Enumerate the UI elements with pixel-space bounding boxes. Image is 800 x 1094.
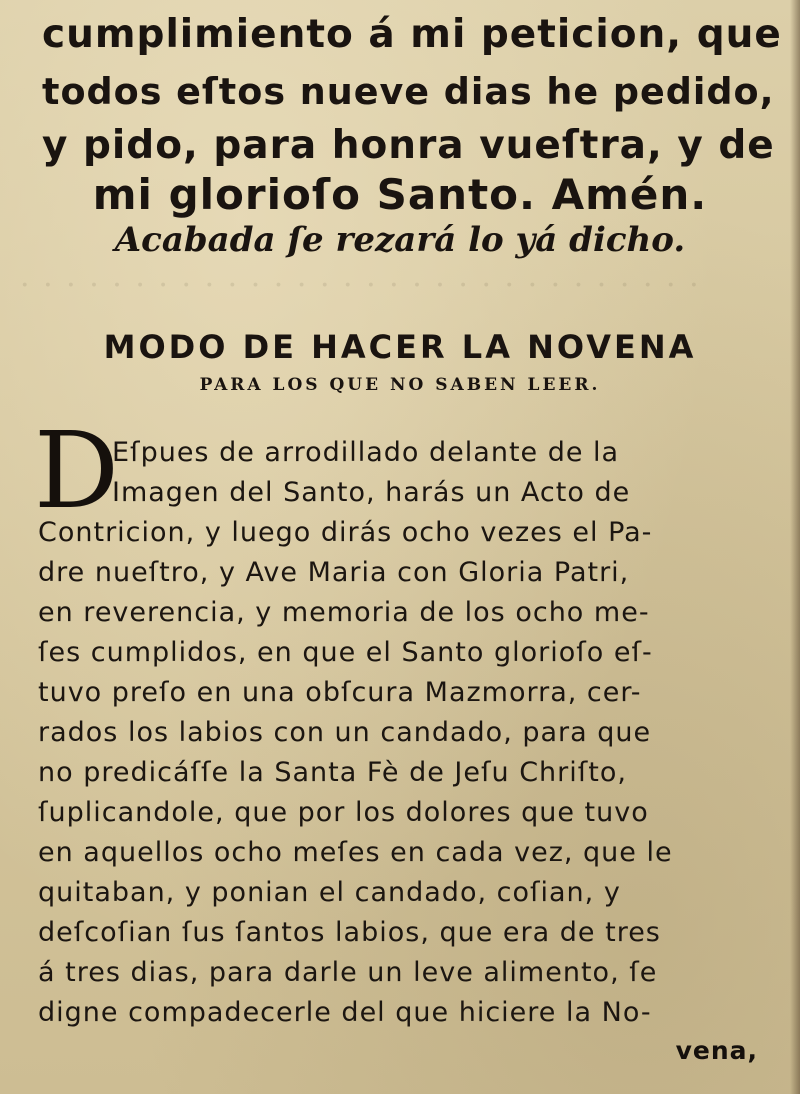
drop-cap: D <box>34 409 119 532</box>
catchword: vena, <box>675 1036 758 1065</box>
section-heading: MODO DE HACER LA NOVENA <box>103 328 697 366</box>
intro-line-3: y pido, para honra vueſtra, y de <box>42 123 775 168</box>
page-edge-shadow <box>790 0 800 1094</box>
body-line-9: no predicáſſe la Santa Fè de Jeſu Chriſto, <box>38 757 627 788</box>
body-line-11: en aquellos ocho meſes en cada vez, que le <box>38 837 673 868</box>
intro-line-1: cumplimiento á mi peticion, que <box>42 12 782 57</box>
section-subheading: PARA LOS QUE NO SABEN LEER. <box>199 375 601 395</box>
body-line-7: tuvo preſo en una obſcura Mazmorra, cer- <box>38 677 642 708</box>
body-line-4: dre nueſtro, y Ave Maria con Gloria Patri, <box>38 557 630 588</box>
body-line-14: á tres dias, para darle un leve alimento, ſe <box>38 957 658 988</box>
body-line-13: deſcoſian ſus ſantos labios, que era de tres <box>38 917 661 948</box>
body-line-2: Imagen del Santo, harás un Acto de <box>112 477 631 508</box>
body-line-10: ſuplicandole, que por los dolores que tuvo <box>38 797 649 828</box>
intro-line-2: todos eſtos nueve dias he pedido, <box>42 70 775 113</box>
body-line-5: en reverencia, y memoria de los ocho me- <box>38 597 650 628</box>
show-through-bleed: · · · · · · · · · · · · · · · · · · · · · · · · · · · · · · <box>20 268 701 303</box>
instruction-line: Acabada ſe rezará lo yá dicho. <box>114 220 686 260</box>
body-line-15: digne compadecerle del que hiciere la No- <box>38 997 652 1028</box>
body-line-8: rados los labios con un candado, para que <box>38 717 652 748</box>
intro-line-4: mi glorioſo Santo. Amén. <box>92 170 708 219</box>
body-line-6: ſes cumplidos, en que el Santo glorioſo eſ- <box>38 637 653 668</box>
body-line-3: Contricion, y luego dirás ocho vezes el Pa- <box>38 517 653 548</box>
body-line-1: Eſpues de arrodillado delante de la <box>112 437 620 468</box>
body-line-12: quitaban, y ponian el candado, coſian, y <box>38 877 621 908</box>
